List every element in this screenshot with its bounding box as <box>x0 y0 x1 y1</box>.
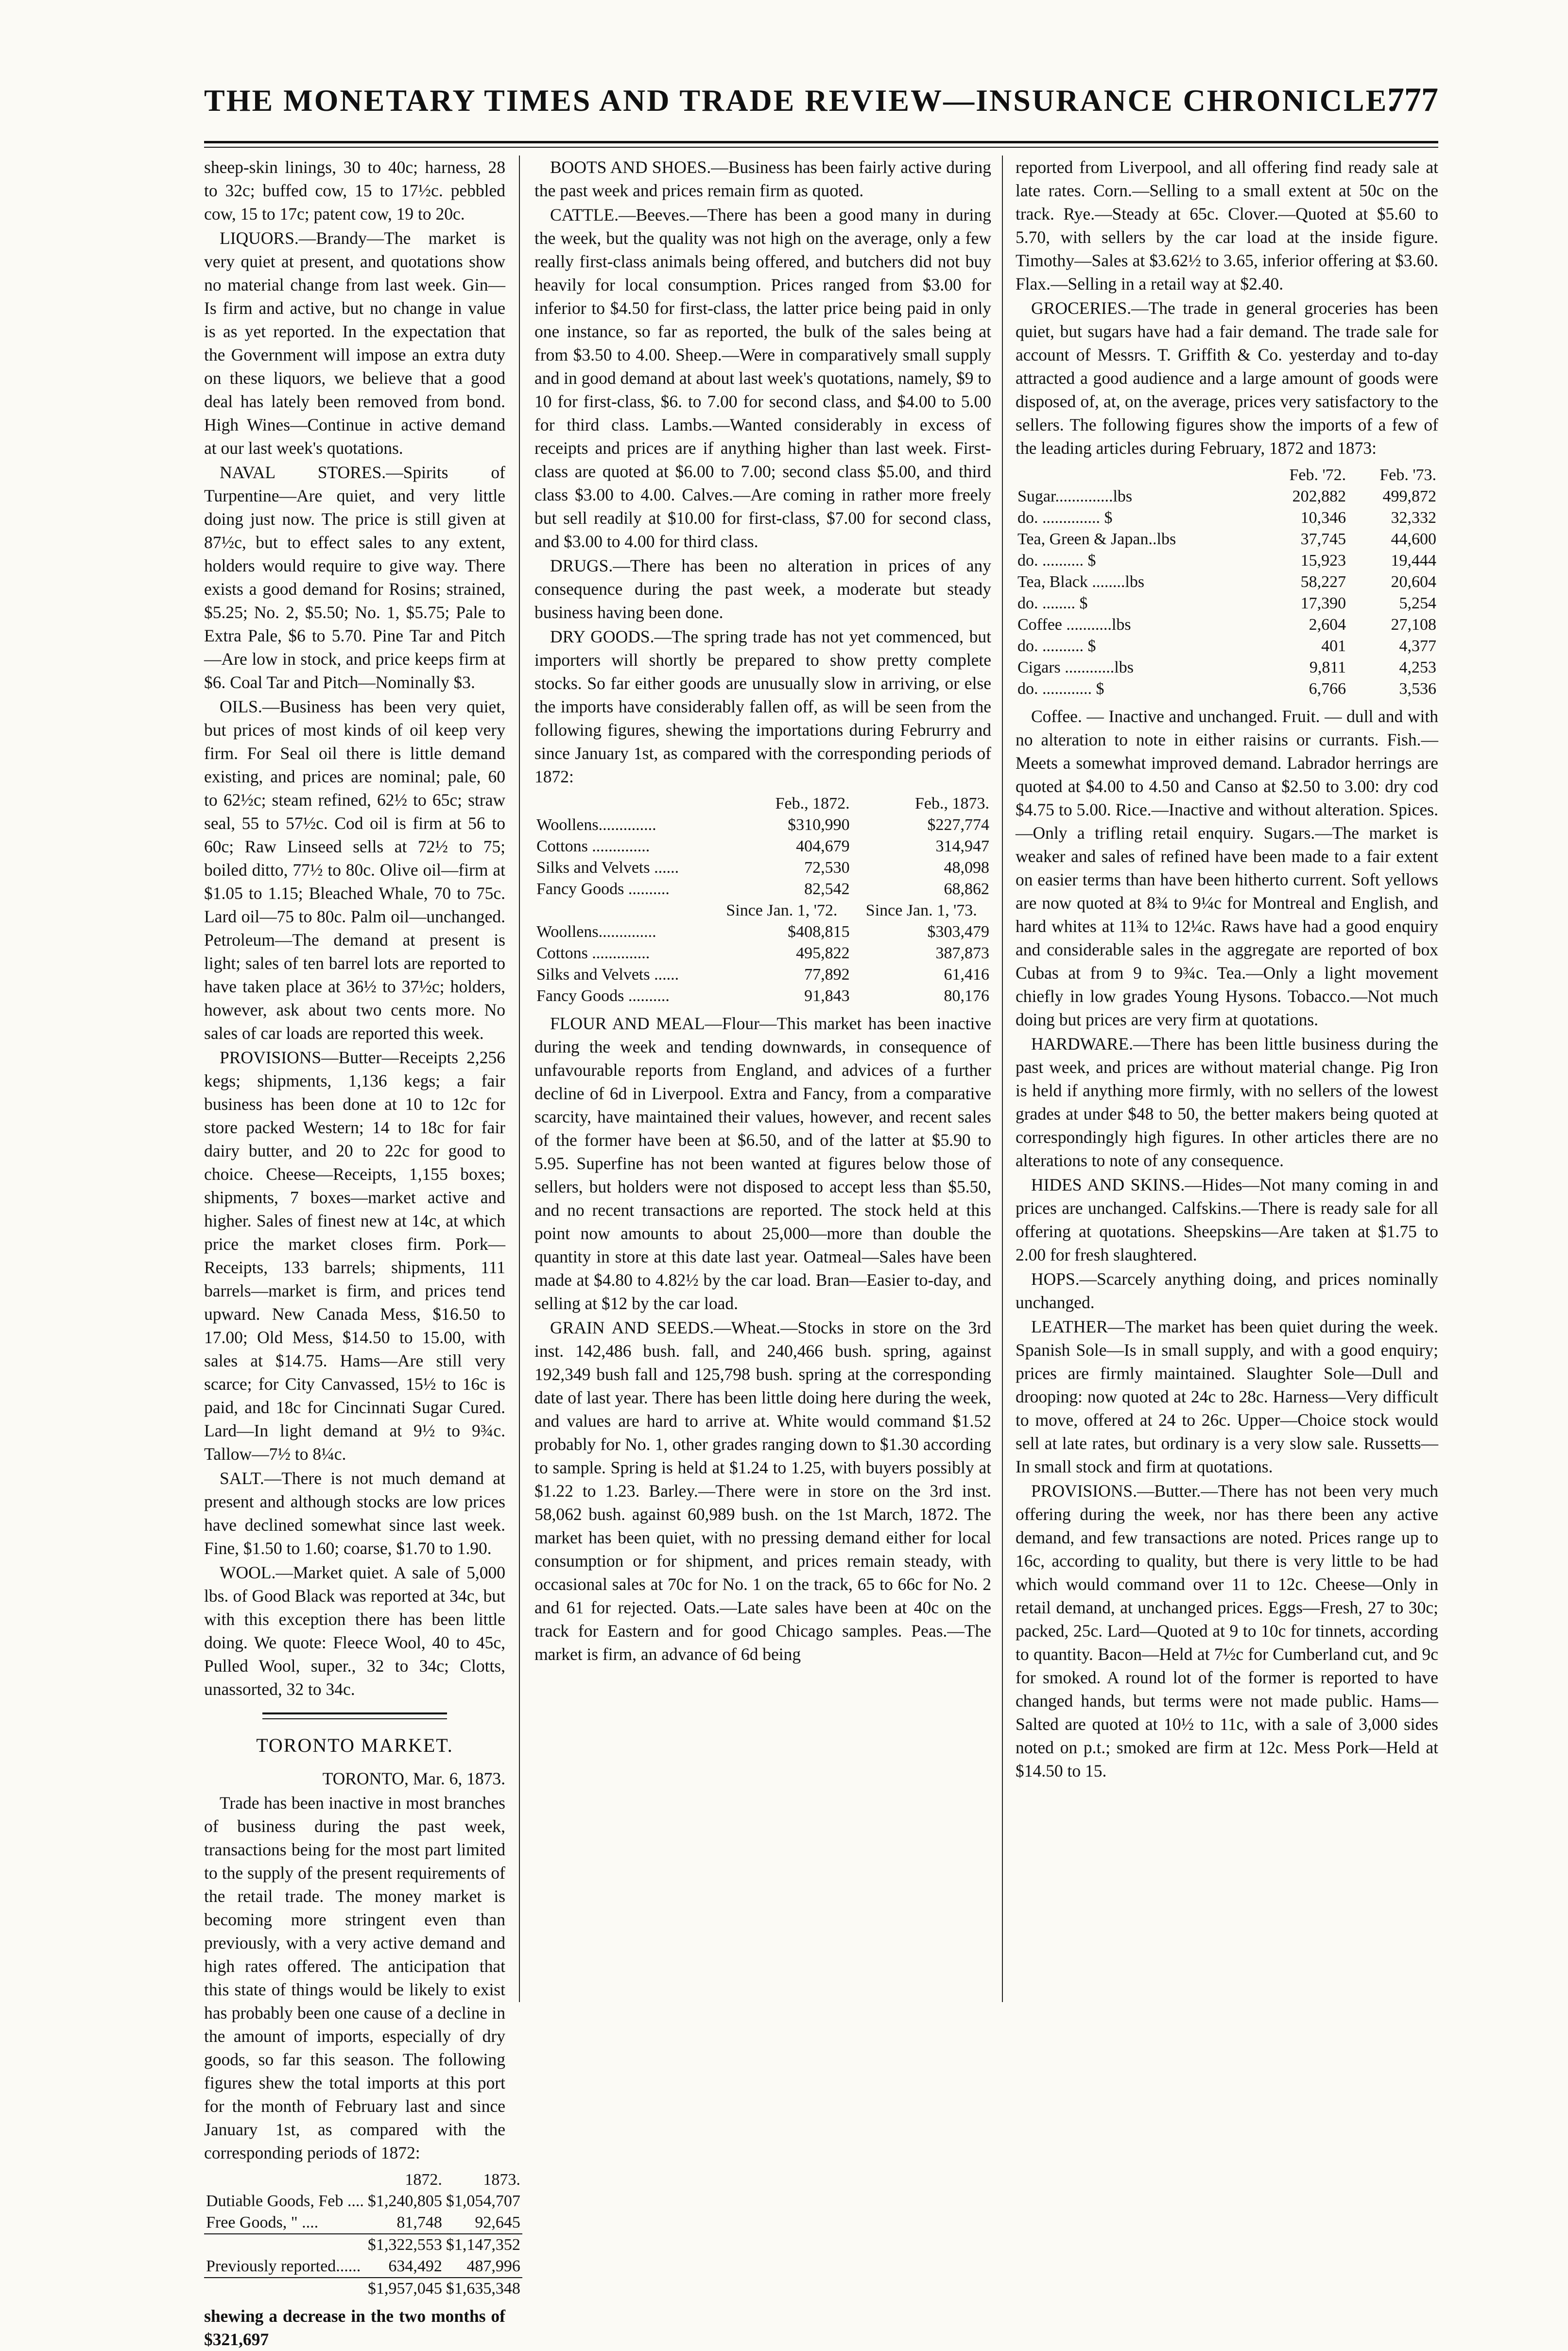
table-cell: 80,176 <box>944 987 989 1005</box>
column-3 <box>1016 156 1438 2070</box>
section-rule-thin <box>262 1718 447 1719</box>
table-row <box>1016 636 1438 657</box>
paragraph: sheep-skin linings, 30 to 40c; harness, 28 to 32c; buffed cow, 15 to 17½c. pebbled cow, 15 to 17c; patent cow, 19 to 20c. <box>204 157 505 224</box>
table-cell: Cottons .............. <box>536 944 650 962</box>
table-header: Feb. '72. <box>1289 466 1346 484</box>
table-header-row <box>534 793 991 814</box>
column-2 <box>534 156 991 2070</box>
paragraph-provisions: PROVISIONS.—Butter.—There has not been very much offering during the week, nor has there been any active demand, and few transactions are noted. Prices range up to 16c, according to quality, but there is very little to be had which would command over 11 to 12c. Cheese—Only in retail demand, at unchanged prices. Eggs—Fresh, 27 to 30c; packed, 25c. Lard—Quoted at 9 to 10c for tinnets, according to quantity. Bacon—Held at 7½c for Cumberland cut, and 9c for smoked. A round lot of the former is reported to have changed hands, but terms were not made public. Hams—Salted are quoted at 10½ to 11c, with a sale of 3,000 sides noted on p.t.; smoked are firm at 12c. Mess Pork—Held at $14.50 to 15. <box>1016 1481 1438 1781</box>
table-cell: 91,843 <box>804 987 850 1005</box>
table-row <box>1016 593 1438 614</box>
table-cell: 77,892 <box>804 966 850 984</box>
table-header-row <box>1016 465 1438 486</box>
table-header: Feb. '73. <box>1379 466 1436 484</box>
table-cell: 5,254 <box>1399 594 1436 612</box>
paragraph-oils: OILS.—Business has been very quiet, but prices of most kinds of oil keep very firm. For Seal oil there is little demand existing, and prices are nominal; pale, 60 to 62½c; steam refined, 62½ to 65c; straw seal, 55 to 57½c. Cod oil is firm at 56 to 60c; Raw Linseed sells at 72½ to 75; boiled ditto, 77½ to 80c. Olive oil—firm at $1.05 to 1.15; Bleached Whale, 70 to 75c. Lard oil—75 to 80c. Palm oil—unchanged. Petroleum—The demand at present is light; sales of ten barrel lots are reported to have taken place at 36½ to 37½c; holders, however, ask about two cents more. No sales of car loads are reported this week. <box>204 697 505 1043</box>
table-row <box>204 2256 522 2278</box>
paragraph-flour: FLOUR AND MEAL—Flour—This market has been inactive during the week and tending downwards, in consequence of unfavourable reports from England, and advices of a further decline of 6d in Liverpool. Extra and Fancy, from a comparative scarcity, have maintained their values, however, and recent sales of the former have been at $6.50, and of the latter at $5.90 to 5.95. Superfine has not been wanted at figures below those of sellers, but holders were not disposed to accept less than $5.50, and no recent transactions are reported. The stock held at this point now amounts to about 25,000—more than double the quantity in store at this date last year. Oatmeal—Sales have been made at $4.80 to 4.82½ by the car load. Bran—Easier to-day, and selling at $12 by the car load. <box>534 1014 991 1313</box>
table-cell: do. .............. $ <box>1017 509 1113 527</box>
table-row <box>534 943 991 964</box>
table-cell: do. ............ $ <box>1017 680 1104 698</box>
paragraph-leather: LEATHER—The market has been quiet during the week. Spanish Sole—Is in small supply, and with a good enquiry; prices are firmly maintained. Slaughter Sole—Dull and drooping: now quoted at 24c to 28c. Harness—Very difficult to move, offered at 24 to 26c. Upper—Choice stock would sell at late rates, but ordinary is a very slow sale. Russetts—In small stock and firm at quotations. <box>1016 1317 1438 1476</box>
table-row <box>1016 507 1438 529</box>
table-cell: 202,882 <box>1292 487 1346 505</box>
table-cell: Sugar..............lbs <box>1017 487 1133 505</box>
table-cell: 495,822 <box>796 944 850 962</box>
page-header <box>204 73 1438 141</box>
table-cell: 3,536 <box>1399 680 1436 698</box>
table-header: Since Jan. 1, '73. <box>865 901 977 919</box>
section-rule <box>262 1712 447 1714</box>
table-cell: $1,322,553 <box>366 2234 444 2256</box>
column-divider <box>1002 156 1003 2002</box>
paragraph-wool: WOOL.—Market quiet. A sale of 5,000 lbs. of Good Black was reported at 34c, but with this exception there has been little doing. We quote: Fleece Wool, 40 to 45c, Pulled Wool, super., 32 to 34c; Clotts, unassorted, 32 to 34c. <box>204 1563 505 1699</box>
table-row <box>534 879 991 900</box>
table-row <box>534 921 991 943</box>
table-cell: $1,147,352 <box>444 2234 522 2256</box>
table-cell: 20,604 <box>1391 573 1436 591</box>
paragraph-naval-stores: NAVAL STORES.—Spirits of Turpentine—Are quiet, and very little doing just now. The price is still given at 87½c, but to effect sales to any extent, holders would require to give way. There exists a good demand for Rosins; strained, $5.25; No. 2, $5.50; No. 1, $5.75; Pale to Extra Pale, $6 to 5.70. Pine Tar and Pitch—Are low in stock, and price keeps firm at $6. Coal Tar and Pitch—Nominally $3. <box>204 463 505 692</box>
table-row <box>1016 614 1438 636</box>
table-cell: Cigars ............lbs <box>1017 658 1134 676</box>
table-cell: 4,377 <box>1399 637 1436 655</box>
table-cell: do. .......... $ <box>1017 637 1096 655</box>
table-row <box>1016 678 1438 700</box>
table-cell: 61,416 <box>944 966 989 984</box>
table-header: Since Jan. 1, '72. <box>726 901 838 919</box>
paragraph: reported from Liverpool, and all offering find ready sale at late rates. Corn.—Selling to a small extent at 50c on the track. Rye.—Steady at 65c. Clover.—Quoted at $5.60 to 5.70, with sellers by the car load at the inside figure. Timothy—Sales at $3.62½ to 3.65, inferior offering at $3.60. Flax.—Selling in a retail way at $2.40. <box>1016 157 1438 294</box>
table-cell: 27,108 <box>1391 616 1436 634</box>
paragraph-trade: Trade has been inactive in most branches of business during the past week, transactions being for the most part limited to the supply of the present requirements of the retail trade. The money market is becoming more stringent even than previously, with a very active demand and high rates offered. The anticipation that this state of things would be likely to exist has probably been one cause of a decline in the amount of imports, especially of dry goods, so far this season. The following figures shew the total imports at this port for the month of February last and since January 1st, as compared with the corresponding periods of 1872: <box>204 1793 505 2162</box>
table-cell: 634,492 <box>388 2257 442 2275</box>
table-row <box>534 964 991 985</box>
table-row <box>1016 529 1438 550</box>
table-cell: do. ........ $ <box>1017 594 1088 612</box>
table-cell: 37,745 <box>1300 530 1346 548</box>
table-cell: 82,542 <box>804 880 850 898</box>
paragraph-provisions: PROVISIONS—Butter—Receipts 2,256 kegs; shipments, 1,136 kegs; a fair business has been done at 10 to 12c for store packed Western; 14 to 18c for fair dairy butter, and 20 to 22c for good to choice. Cheese—Receipts, 1,155 boxes; shipments, 7 boxes—market active and higher. Sales of finest new at 14c, at which price the market closes firm. Pork—Receipts, 133 barrels; shipments, 111 barrels—market is firm, and prices tend upward. New Canada Mess, $16.50 to 17.00; Old Mess, $14.50 to 15.00, with sales at $14.75. Hams—Are still very scarce; for City Canvassed, 15½ to 16c is paid, and 18c for Cincinnati Sugar Cured. Lard—In light demand at 9½ to 9¾c. Tallow—7½ to 8¼c. <box>204 1048 505 1464</box>
paragraph-groceries: GROCERIES.—The trade in general groceries has been quiet, but sugars have had a fair demand. The trade sale for account of Messrs. T. Griffith & Co. yesterday and to-day attracted a good audience and a large amount of goods were disposed of, at, on the average, prices very satisfactory to the sellers. The following figures show the imports of a few of the leading articles during February, 1872 and 1873: <box>1016 298 1438 458</box>
table-cell: 314,947 <box>935 837 989 855</box>
table-row <box>534 985 991 1007</box>
table-cell: 15,923 <box>1300 552 1346 570</box>
table-cell: 32,332 <box>1391 509 1436 527</box>
table-row <box>534 814 991 836</box>
table-cell: $1,054,707 <box>446 2192 520 2210</box>
table-cell: 68,862 <box>944 880 989 898</box>
table-cell: Tea, Green & Japan..lbs <box>1017 530 1176 548</box>
table-header: 1872. <box>405 2171 442 2189</box>
table-cell: $1,240,805 <box>367 2192 442 2210</box>
table-cell: Silks and Velvets ...... <box>536 859 679 877</box>
table-cell: 404,679 <box>796 837 850 855</box>
table-cell: 499,872 <box>1382 487 1436 505</box>
dry-goods-table <box>534 793 991 1007</box>
paragraph-grain: GRAIN AND SEEDS.—Wheat.—Stocks in store on the 3rd inst. 142,486 bush. fall, and 240,466 bush. spring, against 192,349 bush fall and 125,798 bush. spring at the corresponding date of last year. There has been little doing here during the week, and values are hard to arrive at. White would command $1.52 probably for No. 1, other grades ranging down to $1.30 according to sample. Spring is held at $1.24 to 1.25, with buyers possibly at $1.22 to 1.23. Barley.—There were in store on the 3rd inst. 58,062 bush. against 60,989 bush. on the 1st March, 1872. The market has been quiet, with no pressing demand either for local consumption or for shipment, and prices remain steady, with occasional sales at 70c for No. 1 on the track, 65 to 66c for No. 2 and 61 for rejected. Oats.—Late sales have been at 40c on the track for Eastern and for good Chicago samples. Peas.—The market is firm, an advance of 6d being <box>534 1318 991 1664</box>
table-cell: Dutiable Goods, Feb .... <box>206 2192 364 2210</box>
table-cell: 487,996 <box>466 2257 520 2275</box>
table-row <box>204 2212 522 2234</box>
groceries-table <box>1016 465 1438 700</box>
table-cell: 387,873 <box>935 944 989 962</box>
table-cell: $303,479 <box>927 923 989 941</box>
header-rule-thin <box>204 147 1438 148</box>
table-cell: Tea, Black ........lbs <box>1017 573 1145 591</box>
table-cell: Fancy Goods .......... <box>536 880 670 898</box>
section-heading: TORONTO MARKET. <box>256 1734 453 1756</box>
table-cell: 4,253 <box>1399 658 1436 676</box>
paragraph-hides: HIDES AND SKINS.—Hides—Not many coming in and prices are unchanged. Calfskins.—There is ready sale for all offering at quotations. Sheepskins—Are taken at $1.75 to 2.00 for fresh slaughtered. <box>1016 1175 1438 1264</box>
table-cell: $227,774 <box>927 816 989 834</box>
table-header-row <box>204 2169 522 2191</box>
column-divider <box>519 156 520 2002</box>
publication-title: THE MONETARY TIMES AND TRADE REVIEW—INSURANCE CHRONICLE. <box>204 83 1397 118</box>
table-cell: Woollens.............. <box>536 816 656 834</box>
table-cell: 6,766 <box>1309 680 1346 698</box>
table-cell: 81,748 <box>396 2213 442 2231</box>
table-row <box>534 857 991 879</box>
table-row <box>204 2191 522 2212</box>
paragraph-hops: HOPS.—Scarcely anything doing, and prices nominally unchanged. <box>1016 1269 1438 1312</box>
table-cell: do. .......... $ <box>1017 552 1096 570</box>
table-cell: 2,604 <box>1309 616 1346 634</box>
paragraph-liquors: LIQUORS.—Brandy—The market is very quiet at present, and quotations show no material change from last week. Gin—Is firm and active, but no change in value is as yet reported. In the expectation that the Government will impose an extra duty on these liquors, we believe that a good deal has lately been removed from bond. High Wines—Continue in active demand at our last week's quotations. <box>204 228 505 458</box>
table-row <box>534 836 991 857</box>
paragraph-drugs: DRUGS.—There has been no alteration in prices of any consequence during the past week, a moderate but steady business having been done. <box>534 556 991 622</box>
table-cell: Silks and Velvets ...... <box>536 966 679 984</box>
table-row <box>1016 571 1438 593</box>
table-cell: 44,600 <box>1391 530 1436 548</box>
table-cell: $1,957,045 <box>366 2278 444 2299</box>
page-number: 777 <box>1387 81 1438 119</box>
paragraph-coffee: Coffee. — Inactive and unchanged. Fruit. — dull and with no alteration to note in either raisins or currants. Fish.—Meets a somewhat improved demand. Labrador herrings are quoted at $4.00 to 4.50 and Canso at $2.50 to 3.00: dry cod $4.75 to 5.00. Rice.—Inactive and without alteration. Spices.—Only a trifling retail enquiry. Sugars.—The market is weaker and sales of refined have been made to a fair extent on easier terms than have been hitherto current. Soft yellows are now quoted at 8¾ to 9¼c for Montreal and English, and hard whites at 11¾ to 12¼c. Raws have had a good enquiry and considerable sales in the aggregate are reported of box Cubas at from 9 to 9¾c. Tea.—Only a light movement chiefly in low grades Young Hysons. Tobacco.—Not much doing but prices are very firm at quotations. <box>1016 707 1438 1029</box>
table-header: 1873. <box>483 2171 520 2189</box>
table-cell: 10,346 <box>1300 509 1346 527</box>
table-cell: 17,390 <box>1300 594 1346 612</box>
column-1 <box>204 156 520 2349</box>
table-header: Feb., 1873. <box>915 795 989 812</box>
paragraph-hardware: HARDWARE.—There has been little business during the past week, and prices are without material change. Pig Iron is held if anything more firmly, with no sellers of the lowest grades at under $48 to 50, the better makers being quoted at correspondingly high figures. In other articles there are no alterations to note of any consequence. <box>1016 1034 1438 1170</box>
table-header-row <box>534 900 991 921</box>
table-cell: 19,444 <box>1391 552 1436 570</box>
table-cell: 48,098 <box>944 859 989 877</box>
table-cell: $408,815 <box>788 923 850 941</box>
table-cell: Woollens.............. <box>536 923 656 941</box>
summary-line: shewing a decrease in the two months of $321,697 <box>204 2306 505 2349</box>
paragraph-boots: BOOTS AND SHOES.—Business has been fairly active during the past week and prices remain firm as quoted. <box>534 157 991 200</box>
table-row <box>1016 550 1438 571</box>
table-row <box>204 2234 522 2256</box>
table-row <box>1016 486 1438 507</box>
table-cell: 58,227 <box>1300 573 1346 591</box>
table-cell: $1,635,348 <box>444 2278 522 2299</box>
table-cell: 92,645 <box>475 2213 520 2231</box>
table-cell: Previously reported...... <box>206 2257 361 2275</box>
table-cell <box>204 2234 366 2256</box>
table-header: Feb., 1872. <box>775 795 850 812</box>
table-row <box>204 2278 522 2299</box>
table-cell: Coffee ...........lbs <box>1017 616 1131 634</box>
paragraph-salt: SALT.—There is not much demand at present and although stocks are low prices have declined somewhat since last week. Fine, $1.50 to 1.60; coarse, $1.70 to 1.90. <box>204 1469 505 1558</box>
paragraph-dry-goods: DRY GOODS.—The spring trade has not yet commenced, but importers will shortly be prepared to show pretty complete stocks. So far either goods are unusually slow in arriving, or else the imports have considerably fallen off, as will be seen from the following figures, shewing the importations during Februrry and since January 1st, as compared with the corresponding periods of 1872: <box>534 627 991 786</box>
table-cell: Fancy Goods .......... <box>536 987 670 1005</box>
table-cell: 72,530 <box>804 859 850 877</box>
table-cell: Cottons .............. <box>536 837 650 855</box>
table-cell: $310,990 <box>788 816 850 834</box>
table-cell: 9,811 <box>1309 658 1346 676</box>
imports-table <box>204 2169 522 2299</box>
paragraph-cattle: CATTLE.—Beeves.—There has been a good many in during the week, but the quality was not high on the average, only a few really first-class animals being offered, and butchers did not buy heavily for local consumption. Prices ranged from $3.00 for inferior to $4.50 for first-class, the latter price being paid in only one instance, so far as reported, the bulk of the sales being at from $3.50 to 4.00. Sheep.—Were in comparatively small supply and in good demand at about last week's quotations, namely, $9 to 10 for first-class, $6. to 7.00 for second class, and $4.00 to 5.00 for third class. Lambs.—Wanted considerably in excess of receipts and prices are if anything higher than last week. First-class are quoted at $6.00 to 7.00; second class $5.00, and third class $3.00 to 4.00. Calves.—Are coming in rather more freely but sell readily at $10.00 for first-class, $7.00 for second class, and $3.00 to 4.00 for third class. <box>534 205 991 551</box>
table-cell: Free Goods, " .... <box>206 2213 319 2231</box>
table-cell <box>204 2278 366 2299</box>
dateline: TORONTO, Mar. 6, 1873. <box>322 1769 505 1788</box>
table-cell: 401 <box>1321 637 1346 655</box>
header-rule <box>204 141 1438 143</box>
table-row <box>1016 657 1438 678</box>
